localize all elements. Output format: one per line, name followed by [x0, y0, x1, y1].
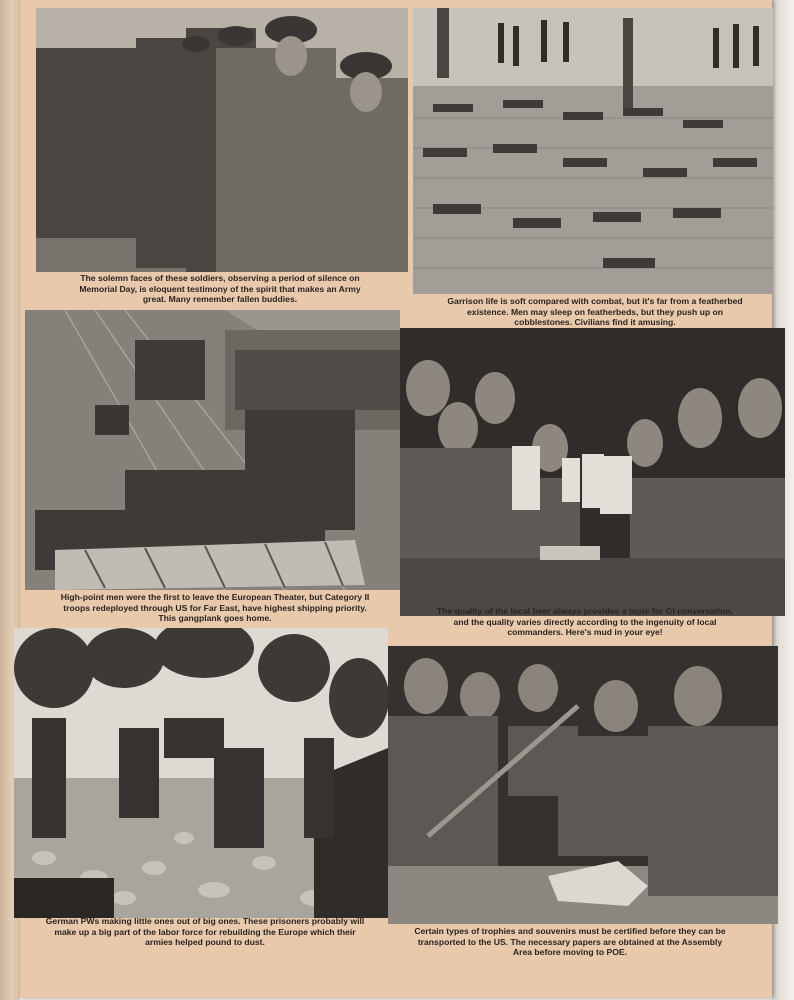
photo-trophies — [388, 646, 778, 924]
caption-high-point: High-point men were the first to leave the European Theater, but Category II troops redeployed through US for Far East, have highest shipping priority. This gangplank goes home. — [60, 592, 370, 624]
caption-german-pws: German PWs making little ones out of big ones. These prisoners probably will make up a big part of the labor force for rebuilding the Europe which their armies helped pound to dust. — [45, 916, 365, 948]
photo-garrison-pushups — [413, 8, 773, 294]
caption-local-beer: The quality of the local beer always provides a topic for GI conversation, and the quality varies directly according to the ingenuity of local commanders. Here's mud in your eye! — [436, 606, 734, 638]
caption-memorial-day: The solemn faces of these soldiers, observing a period of silence on Memorial Day, is eloquent testimony of the spirit that makes an Army great. Many remember fallen buddies. — [79, 273, 361, 305]
photo-memorial-day-soldiers — [36, 8, 408, 272]
photo-high-point-men — [25, 310, 400, 590]
photo-german-pws — [14, 628, 388, 918]
caption-garrison-life: Garrison life is soft compared with combat, but it's far from a featherbed existence. Men may sleep on featherbeds, but they push up on cobblestones. Civilians find it amusing. — [447, 296, 743, 328]
caption-trophies: Certain types of trophies and souvenirs must be certified before they can be transported to the US. The necessary papers are obtained at the Assembly Area before moving to POE. — [414, 926, 726, 958]
photo-local-beer — [400, 328, 785, 616]
